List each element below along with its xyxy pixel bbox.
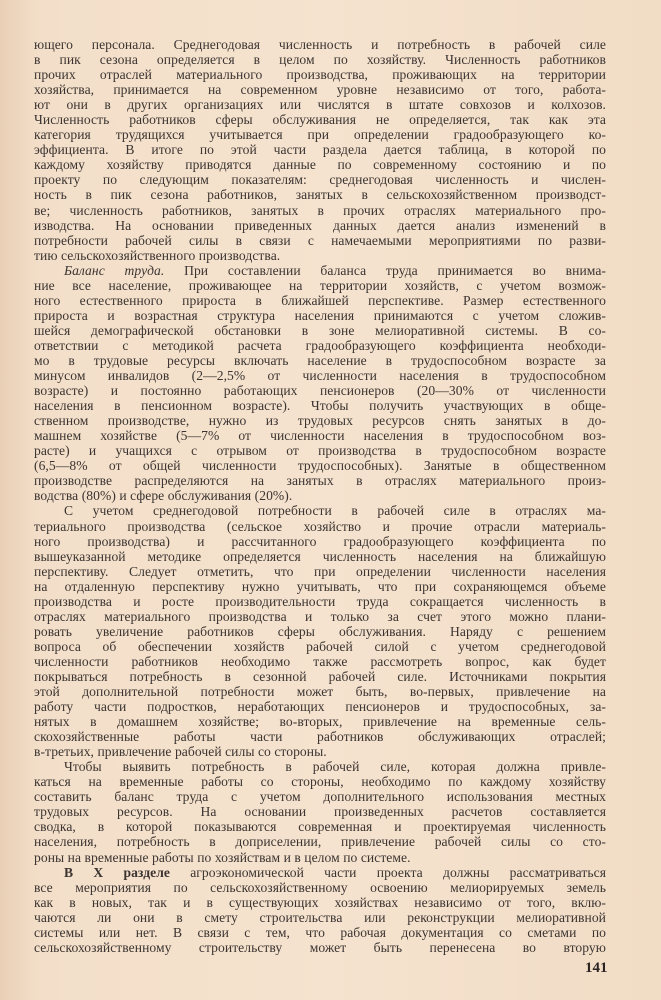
text-line: [34, 172, 606, 187]
line-text: сводка, в которой показываются современная и проектируемая численность: [34, 819, 606, 835]
text-line: [34, 804, 606, 819]
text-line: [34, 579, 606, 594]
line-text: системы или нет. В связи с тем, что рабочая документация со сметами по: [34, 924, 606, 940]
line-text: в пик сезона определяется в целом по хозяйству. Численность работников: [34, 52, 606, 68]
text-line: [34, 323, 606, 338]
text-line: [34, 729, 606, 744]
text-line: [34, 67, 606, 82]
line-text: Численность работников сферы обслуживания не определяется, так как эта: [34, 112, 606, 128]
line-text: отраслях материального производства и только за счет этого можно плани-: [34, 608, 606, 624]
line-text: как в новых, так и в существующих хозяйствах независимо от того, вклю-: [34, 894, 606, 910]
text-line: [34, 473, 606, 488]
text-line: [34, 850, 606, 865]
text-line: [34, 308, 606, 323]
line-text: вопроса об обеспечении хозяйств рабочей силой с учетом среднегодовой: [34, 638, 606, 654]
text-line: [34, 488, 606, 503]
paragraph: [34, 865, 606, 955]
line-text: прочих отраслей материального производства, проживающих на территории: [34, 67, 606, 83]
line-text: возрасте) и постоянно работающих пенсионеров (20—30% от численности: [34, 383, 606, 399]
line-text: машнем хозяйстве (5—7% от численности населения в трудоспособном воз-: [34, 428, 606, 444]
text-line: [34, 774, 606, 789]
line-text: ние все население, проживающее на территории хозяйств, с учетом возмож-: [34, 277, 606, 293]
text-line: [34, 549, 606, 564]
text-line: [34, 865, 606, 880]
page-number: 141: [585, 960, 608, 976]
text-line: [34, 428, 606, 443]
text-line: [34, 880, 606, 895]
line-text: (6,5—8% от общей численности трудоспособных). Занятые в общественном: [34, 458, 606, 474]
line-text: хозяйства, принимается на современном уровне независимо от того, работа-: [34, 82, 606, 98]
line-text: чаются ли они в смету строительства или реконструкции мелиоративной: [34, 909, 606, 925]
line-text: трудовых ресурсов. На основании произведенных расчетов составляется: [34, 804, 606, 820]
text-line: [34, 834, 606, 849]
line-text: сельскохозяйственному строительству может быть перенесена во вторую: [34, 939, 606, 955]
text-line: [34, 368, 606, 383]
line-text: на отдаленную перспективу нужно учитывать, что при сохраняющемся объеме: [34, 578, 606, 594]
text-line: [34, 203, 606, 218]
text-line: [34, 82, 606, 97]
text-line: [34, 37, 606, 52]
line-text: минусом инвалидов (2—2,5% от численности населения в трудоспособном: [34, 368, 606, 384]
text-line: [34, 564, 606, 579]
text-line: [34, 383, 606, 398]
line-text: перспективу. Следует отметить, что при определении численности населения: [34, 563, 606, 579]
line-text: нятых в домашнем хозяйстве; во-вторых, привлечение на временные сель-: [34, 714, 606, 730]
line-text: изводства. На основании приведенных данных дается анализ изменений в: [34, 217, 606, 233]
paragraph-lead: В X разделе: [64, 864, 170, 880]
line-text: агроэкономической части проекта должны рассматриваться: [169, 864, 606, 880]
text-line: [34, 187, 606, 202]
line-text: ответствии с методикой расчета градообразующего коэффициента необходи-: [34, 337, 606, 353]
paragraph: [34, 759, 606, 864]
text-line: [34, 353, 606, 368]
line-text: эффициента. В итоге по этой части раздела дается таблица, в которой по: [34, 142, 606, 158]
line-text: ного естественного прироста в ближайшей перспективе. Размер естественного: [34, 292, 606, 308]
text-line: [34, 112, 606, 127]
line-text: ность в пик сезона работников, занятых в сельскохозяйственном производст-: [34, 187, 606, 203]
text-line: [34, 895, 606, 910]
line-text: тию сельскохозяйственного производства.: [34, 247, 281, 263]
text-line: [34, 759, 606, 774]
line-text: вышеуказанной методике определяется численность населения на ближайшую: [34, 548, 606, 564]
text-line: [34, 654, 606, 669]
text-line: [34, 233, 606, 248]
line-text: в-третьих, привлечение рабочей силы со стороны.: [34, 744, 327, 760]
text-line: [34, 443, 606, 458]
paragraph: [34, 37, 606, 263]
text-line: [34, 669, 606, 684]
paragraph: [34, 503, 606, 759]
text-line: [34, 519, 606, 534]
text-line: [34, 338, 606, 353]
line-text: каждому хозяйству приводятся данные по современному состоянию и по: [34, 157, 606, 173]
line-text: шейся демографической обстановки в зоне мелиоративной системы. В со-: [34, 322, 606, 338]
text-line: [34, 157, 606, 172]
line-text: мо в трудовые ресурсы включать население в трудоспособном возрасте за: [34, 352, 606, 368]
text-line: [34, 699, 606, 714]
text-line: [34, 293, 606, 308]
line-text: численности работников необходимо также рассмотреть вопрос, как будет: [34, 653, 606, 669]
line-text: ющего персонала. Среднегодовая численность и потребность в рабочей силе: [34, 37, 606, 52]
text-line: [34, 714, 606, 729]
line-text: прироста и возрастная структура населения принимаются с учетом сложив-: [34, 307, 606, 323]
line-text: ственном производстве, нужно из трудовых ресурсов снять занятых в до-: [34, 413, 606, 429]
text-line: [34, 534, 606, 549]
line-text: расте) и учащихся с отрывом от производства в трудоспособном возрасте: [34, 443, 606, 459]
text-line: [34, 925, 606, 940]
line-text: производстве распределяются на занятых в отраслях материального произ-: [34, 473, 606, 489]
line-text: ют они в других организациях или числятся в штате совхозов и колхозов.: [34, 97, 606, 113]
text-line: [34, 789, 606, 804]
line-text: ровать увеличение работников сферы обслуживания. Наряду с решением: [34, 623, 606, 639]
text-line: [34, 639, 606, 654]
line-text: все мероприятия по сельскохозяйственному освоению мелиорируемых земель: [34, 879, 606, 895]
line-text: скохозяйственные работы части работников обслуживающих отраслей;: [34, 729, 606, 745]
line-text: роны на временные работы по хозяйствам и в целом по системе.: [34, 849, 411, 865]
text-line: [34, 819, 606, 834]
line-text: потребности рабочей силы в связи с намечаемыми мероприятиями по разви-: [34, 232, 606, 248]
text-line: [34, 503, 606, 518]
line-text: покрываться потребность в сезонной рабочей силе. Источниками покрытия: [34, 668, 606, 684]
text-line: [34, 127, 606, 142]
text-line: [34, 458, 606, 473]
text-line: [34, 398, 606, 413]
text-line: [34, 218, 606, 233]
text-line: [34, 940, 606, 955]
text-line: [34, 609, 606, 624]
text-line: [34, 97, 606, 112]
line-text: ве; численность работников, занятых в прочих отраслях материального про-: [34, 202, 606, 218]
paragraph: [34, 263, 606, 504]
text-line: [34, 413, 606, 428]
line-text: Чтобы выявить потребность в рабочей силе, которая должна привле-: [64, 759, 606, 775]
line-text: каться на временные работы со стороны, необходимо по каждому хозяйству: [34, 774, 606, 790]
text-line: [34, 594, 606, 609]
line-text: водства (80%) и сфере обслуживания (20%).: [34, 488, 293, 504]
text-line: [34, 910, 606, 925]
line-text: составить баланс труда с учетом дополнительного использования местных: [34, 789, 606, 805]
line-text: ного производства) и рассчитанного градообразующего коэффициента по: [34, 533, 606, 549]
line-text: При составлении баланса труда принимается во внима-: [164, 262, 606, 278]
text-line: [34, 744, 606, 759]
line-text: териального производства (сельское хозяйство и прочие отрасли материаль-: [34, 518, 606, 534]
line-text: работу части подростков, неработающих пенсионеров и трудоспособных, за-: [34, 699, 606, 715]
text-line: [34, 52, 606, 67]
paragraph-lead: Баланс труда.: [64, 262, 165, 278]
line-text: С учетом среднегодовой потребности в рабочей силе в отраслях ма-: [64, 503, 606, 519]
page-body: [34, 37, 606, 955]
text-line: [34, 684, 606, 699]
text-line: [34, 624, 606, 639]
line-text: этой дополнительной потребности может быть, во-первых, привлечение на: [34, 684, 606, 700]
text-line: [34, 248, 606, 263]
text-line: [34, 142, 606, 157]
line-text: проекту по следующим показателям: среднегодовая численность и числен-: [34, 172, 606, 188]
line-text: населения, потребность в доприселении, привлечение рабочей силы со сто-: [34, 834, 606, 850]
line-text: производства и росте производительности труда сокращается численность в: [34, 593, 606, 609]
line-text: населения в пенсионном возрасте). Чтобы получить участвующих в обще-: [34, 398, 606, 414]
line-text: категория трудящихся учитывается при определении градообразующего ко-: [34, 127, 606, 143]
text-line: [34, 263, 606, 278]
text-line: [34, 278, 606, 293]
